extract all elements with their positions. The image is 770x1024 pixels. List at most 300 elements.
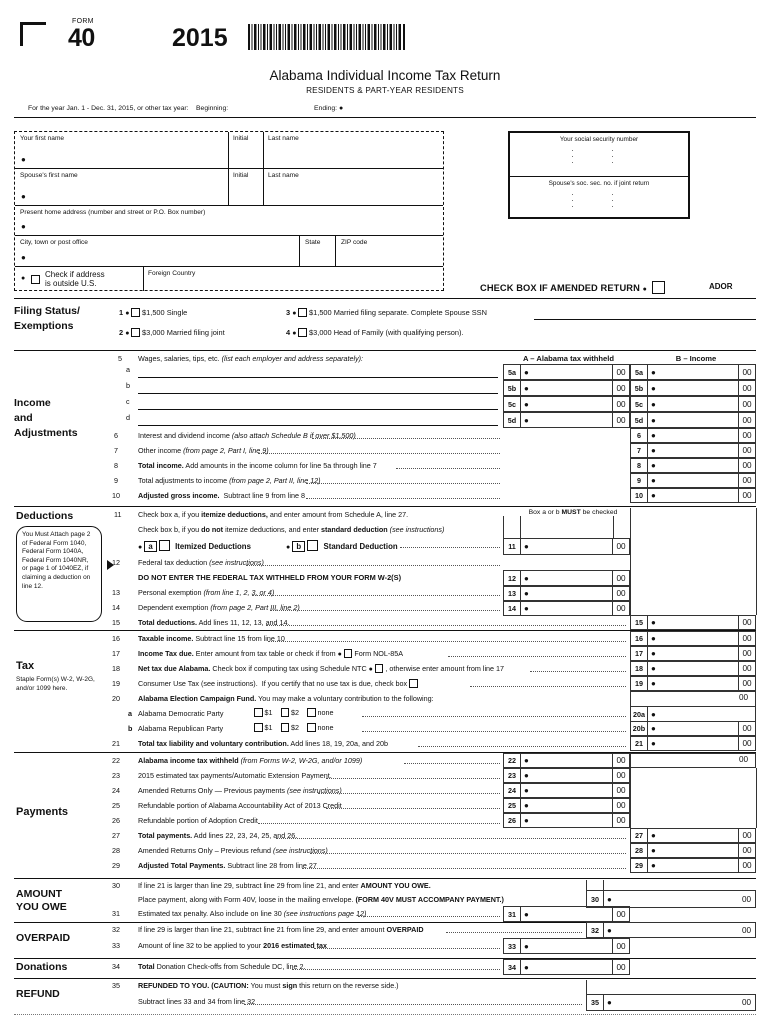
leader-dots — [314, 948, 500, 949]
line-5d-amount-b[interactable]: 5d ● 00 — [630, 412, 756, 428]
line-20a-value[interactable]: ● — [651, 709, 656, 719]
divider — [263, 132, 264, 168]
line-20a-text: Alabama Democratic Party — [138, 709, 224, 718]
republican-1-label: $1 — [264, 723, 273, 732]
democratic-none-checkbox[interactable] — [307, 708, 316, 717]
line-30-text-2: Place payment, along with Form 40V, loose in the mailing envelope. (FORM 40V MUST ACCOMPANY PAYMENT.) — [138, 895, 504, 904]
line-8-num: 8 — [114, 461, 118, 470]
line-33-text: Amount of line 32 to be applied to your 2016 estimated tax — [138, 941, 328, 950]
ending-field-dot: ● — [338, 105, 344, 112]
tax-staple-note: Staple Form(s) W-2, W-2G, and/or 1099 here. — [16, 676, 95, 692]
line-14-num: 14 — [112, 603, 120, 612]
line-20a-letter: a — [128, 709, 132, 718]
line-9-amount[interactable]: 9 ● 00 — [630, 473, 756, 488]
section-divider — [14, 506, 756, 507]
line-28-amount[interactable]: 28 ● 00 — [630, 843, 756, 858]
line-16-text: Taxable income. Subtract line 15 from line 10 — [138, 634, 285, 643]
line-18-after-label: , otherwise enter amount from line 17 — [385, 664, 505, 673]
leader-dots — [446, 932, 582, 933]
tax-year: 2015 — [172, 24, 228, 52]
line-26-value[interactable]: ● — [524, 816, 529, 825]
line-5c-amount-a[interactable]: 5c ● 00 — [503, 396, 630, 412]
deductions-attachment-note: You Must Attach page 2 of Federal Form 1040, Federal Form 1040A, Federal Form 1040NR, or page 1 of 1040EZ, if claiming a deduction on line 12. — [16, 526, 102, 622]
line-24-num: 24 — [112, 786, 120, 795]
line-8-amount[interactable]: 8 ● 00 — [630, 458, 756, 473]
overpaid-heading: OVERPAID — [16, 932, 71, 944]
filing-status-section — [14, 300, 756, 348]
line-13-text: Personal exemption (from line 1, 2, 3, or 4) — [138, 588, 275, 597]
home-address-input[interactable]: ● — [21, 222, 26, 231]
ntc-dot: ● — [368, 666, 373, 673]
leader-dots — [246, 565, 500, 566]
line-5c-letter: c — [126, 397, 130, 406]
line-6-label: Interest and dividend income (also attach Schedule B if over $1,500) — [138, 431, 356, 440]
line-18-text: Net tax due Alabama. Check box if computing tax using Schedule NTC ● , otherwise enter amount from line 17 — [138, 664, 505, 673]
line-24-amount[interactable]: 24 ● 00 — [503, 783, 630, 798]
form-barcode — [248, 24, 406, 50]
your-first-name-label: Your first name — [20, 135, 65, 142]
outside-us-dot: ● — [21, 275, 26, 282]
home-address-label: Present home address (number and street or P.O. Box number) — [20, 209, 206, 216]
column-divider — [756, 768, 757, 828]
line-20b-letter: b — [128, 724, 133, 733]
line-5a-letter: a — [126, 365, 130, 374]
line-15-num: 15 — [112, 618, 120, 627]
line-22-num: 22 — [112, 756, 120, 765]
line-31-value[interactable]: ● — [524, 909, 529, 919]
line-35-text-1: REFUNDED TO YOU. (CAUTION: You must sign this return on the reverse side.) — [138, 981, 399, 990]
column-b-header: B – Income — [675, 354, 717, 363]
line-5b-amount-a[interactable]: 5b ● 00 — [503, 380, 630, 396]
column-divider — [613, 516, 614, 538]
line-24-text: Amended Returns Only — Previous payments (see instructions) — [138, 786, 342, 795]
line-23-value[interactable]: ● — [524, 771, 529, 780]
line-33-value[interactable]: ● — [524, 941, 529, 951]
line-5b-value-a[interactable]: ● — [524, 383, 529, 393]
filing-status-option-2-num: 2 — [119, 328, 124, 337]
leader-dots — [530, 671, 626, 672]
line-10-amount[interactable]: 10 ● 00 — [630, 488, 756, 503]
line-10-num: 10 — [112, 491, 120, 500]
line-20a-amount[interactable]: 20a ● — [630, 706, 756, 721]
form-word-label: FORM — [72, 18, 94, 25]
line-5d-write-line[interactable] — [138, 425, 498, 426]
section-divider — [14, 350, 756, 351]
line-16-value[interactable]: ● — [651, 634, 656, 643]
line-8-value[interactable]: ● — [651, 461, 656, 470]
line-5d-value-b[interactable]: ● — [651, 415, 656, 425]
line-16-amount[interactable]: 16 ● 00 — [630, 631, 756, 646]
line-28-value[interactable]: ● — [651, 846, 656, 855]
filing-status-option-3-num: 3 — [286, 308, 291, 317]
itemized-deductions-label: Itemized Deductions — [175, 542, 251, 551]
line-9-num: 9 — [114, 476, 118, 485]
line-21-num: 21 — [112, 739, 120, 748]
column-divider — [603, 880, 604, 890]
leader-dots — [358, 916, 500, 917]
line-5b-amount-b[interactable]: 5b ● 00 — [630, 380, 756, 396]
spouse-first-name-label: Spouse's first name — [20, 172, 78, 179]
page-subtitle: RESIDENTS & PART-YEAR RESIDENTS — [306, 86, 464, 95]
line-11-amount[interactable]: 11 ● 00 — [503, 538, 630, 555]
line-5b-value-b[interactable]: ● — [651, 383, 656, 393]
line-35-value[interactable]: ● — [607, 998, 612, 1007]
line-17-text: Income Tax due. Enter amount from tax table or check if from ● Form NOL-85A — [138, 649, 404, 658]
line-33-num: 33 — [112, 941, 120, 950]
filing-status-label-3: $1,500 Married filing separate. Complete Spouse SSN — [309, 308, 487, 317]
line-5c-amount-b[interactable]: 5c ● 00 — [630, 396, 756, 412]
standard-deduction-checkbox[interactable] — [307, 540, 318, 551]
line-13-num: 13 — [112, 588, 120, 597]
line-20b-value[interactable]: ● — [651, 724, 656, 733]
tax-year-row — [14, 102, 756, 118]
line-14-value[interactable]: ● — [524, 604, 529, 613]
line-25-value[interactable]: ● — [524, 801, 529, 810]
line-26-amount[interactable]: 26 ● 00 — [503, 813, 630, 828]
line-34-text: Total Donation Check-offs from Schedule DC, line 2. — [138, 962, 306, 971]
page-title: Alabama Individual Income Tax Return — [269, 68, 501, 83]
republican-none-checkbox[interactable] — [307, 723, 316, 732]
line-24-value[interactable]: ● — [524, 786, 529, 795]
line-27-amount[interactable]: 27 ● 00 — [630, 828, 756, 843]
line-17-amount[interactable]: 17 ● 00 — [630, 646, 756, 661]
line-20-cents: 00 — [739, 693, 749, 702]
line-29-num: 29 — [112, 861, 120, 870]
line-15-text: Total deductions. Add lines 11, 12, 13, and 14. — [138, 618, 290, 627]
your-ssn-field[interactable] — [510, 133, 688, 177]
line-27-value[interactable]: ● — [651, 831, 656, 840]
line-20-num: 20 — [112, 694, 120, 703]
tax-year-label: For the year Jan. 1 - Dec. 31, 2015, or other tax year: — [28, 105, 189, 112]
column-divider — [630, 516, 631, 538]
line-29-amount[interactable]: 29 ● 00 — [630, 858, 756, 873]
option-b-letter: b — [292, 541, 305, 552]
line-12-warning: DO NOT ENTER THE FEDERAL TAX WITHHELD FROM YOUR FORM W-2(S) — [138, 573, 402, 582]
leader-dots — [268, 641, 626, 642]
line-6-value[interactable]: ● — [651, 431, 656, 440]
line-5c-write-line[interactable] — [138, 409, 498, 410]
ssn-box — [508, 131, 690, 219]
line-15-value[interactable]: ● — [651, 618, 656, 627]
line-35-amount[interactable]: 35 ● 00 — [586, 994, 756, 1011]
line-35-text-2: Subtract lines 33 and 34 from line 32 — [138, 997, 256, 1006]
filing-status-checkbox-3[interactable] — [298, 308, 307, 317]
city-input[interactable]: ● — [21, 253, 26, 262]
line-5a-value-a[interactable]: ● — [524, 367, 529, 377]
income-heading-1: Income — [14, 397, 51, 409]
line-29-text: Adjusted Total Payments. Subtract line 28 from line 27 — [138, 861, 317, 870]
amount-owe-heading-1: AMOUNT — [16, 888, 63, 900]
line-30-value[interactable]: ● — [607, 894, 612, 904]
filing-status-option-4-num: 4 — [286, 328, 291, 337]
line-5c-value-b[interactable]: ● — [651, 399, 656, 409]
line-21-text: Total tax liability and voluntary contribution. Add lines 18, 19, 20a, and 20b — [138, 739, 388, 748]
spouse-first-name-input[interactable]: ● — [21, 192, 26, 201]
line-31-num: 31 — [112, 909, 120, 918]
line-7-value[interactable]: ● — [651, 446, 656, 455]
line-17-nol-label: Form NOL-85A — [354, 649, 404, 658]
line-14-amount[interactable]: 14 ● 00 — [503, 601, 630, 616]
democratic-1-checkbox[interactable] — [254, 708, 263, 717]
outside-us-label-1: Check if address — [45, 270, 105, 279]
leader-dots — [276, 838, 626, 839]
leader-dots — [306, 498, 500, 499]
option-a-letter: a — [144, 541, 156, 552]
ador-label: ADOR — [709, 282, 733, 291]
filing-status-option-2[interactable] — [119, 328, 225, 337]
line-26-text: Refundable portion of Adoption Credit — [138, 816, 258, 825]
republican-1-checkbox[interactable] — [254, 723, 263, 732]
column-divider — [586, 980, 587, 994]
column-divider — [503, 516, 504, 538]
line-11-num: 11 — [114, 510, 122, 519]
line-7-label: Other income (from page 2, Part I, line 9) — [138, 446, 269, 455]
line-31-text: Estimated tax penalty. Also include on line 30 (see instructions page 12) — [138, 909, 367, 918]
line-30-amount[interactable]: 30 ● 00 — [586, 890, 756, 908]
refund-section — [14, 980, 756, 1014]
donations-section — [14, 960, 756, 978]
line-28-num: 28 — [112, 846, 120, 855]
option-dot: ● — [292, 330, 297, 337]
itemized-deductions-checkbox[interactable] — [159, 540, 170, 551]
line-5-num: 5 — [118, 354, 122, 363]
amount-owe-heading-2: YOU OWE — [16, 901, 67, 913]
leader-dots — [306, 483, 500, 484]
column-divider — [756, 508, 757, 615]
line-5a-amount-a[interactable]: 5a ● 00 — [503, 364, 630, 380]
line-5b-letter: b — [126, 381, 130, 390]
leader-dots — [326, 808, 500, 809]
line-12-num: 12 — [112, 558, 120, 567]
line-17-num: 17 — [112, 649, 120, 658]
leader-dots — [252, 595, 500, 596]
section-divider — [14, 298, 756, 299]
line-5c-value-a[interactable]: ● — [524, 399, 529, 409]
line-7-amount[interactable]: 7 ● 00 — [630, 443, 756, 458]
leader-dots — [302, 868, 626, 869]
line-5d-value-a[interactable]: ● — [524, 415, 529, 425]
leader-dots — [326, 778, 500, 779]
schedule-ntc-checkbox[interactable] — [375, 664, 384, 673]
filing-status-option-1-num: 1 — [119, 308, 124, 317]
line-34-num: 34 — [112, 962, 120, 971]
line-11-text-1: Check box a, if you itemize deductions, and enter amount from Schedule A, line 27. — [138, 510, 409, 519]
line-31-amount[interactable]: 31 ● 00 — [503, 906, 630, 922]
standard-deduction-option[interactable] — [286, 540, 398, 552]
line-10-value[interactable]: ● — [651, 491, 656, 500]
filing-status-option-1[interactable] — [119, 308, 187, 317]
option-dot: ● — [125, 330, 130, 337]
amended-return-row — [480, 281, 671, 294]
filing-status-checkbox-2[interactable] — [131, 328, 140, 337]
republican-2-checkbox[interactable] — [281, 723, 290, 732]
line-19-amount[interactable]: 19 ● 00 — [630, 676, 756, 691]
line-6-amount[interactable]: 6 ● 00 — [630, 428, 756, 443]
line-20b-amount[interactable]: 20b ● 00 — [630, 721, 756, 736]
line-14-text: Dependent exemption (from page 2, Part III, line 2) — [138, 603, 300, 612]
ssn-separator-dots — [510, 191, 688, 217]
line-18-num: 18 — [112, 664, 120, 673]
leader-dots — [258, 823, 500, 824]
deductions-heading: Deductions — [16, 510, 74, 522]
filing-status-option-4[interactable] — [286, 328, 464, 337]
filing-status-option-3[interactable] — [286, 308, 487, 317]
option-dot: ● — [138, 544, 143, 551]
line-21-value[interactable]: ● — [651, 739, 656, 748]
line-27-text: Total payments. Add lines 22, 23, 24, 25, and 26. — [138, 831, 298, 840]
republican-none-label: none — [317, 723, 334, 732]
line-20a-options[interactable] — [254, 708, 334, 717]
line-32-amount[interactable]: 32 ● 00 — [586, 922, 756, 938]
line-6-num: 6 — [114, 431, 118, 440]
box-must-check-note: Box a or b MUST be checked — [528, 509, 618, 516]
line-13-value[interactable]: ● — [524, 589, 529, 598]
line-23-amount[interactable]: 23 ● 00 — [503, 768, 630, 783]
amended-return-dot: ● — [642, 286, 647, 293]
option-dot: ● — [292, 310, 297, 317]
your-first-name-input[interactable]: ● — [21, 155, 26, 164]
line-20b-text: Alabama Republican Party — [138, 724, 224, 733]
line-22-right-cents: 00 — [739, 755, 749, 764]
line-23-text: 2015 estimated tax payments/Automatic Extension Payment. — [138, 771, 332, 780]
itemized-deductions-option[interactable] — [138, 540, 251, 552]
refund-heading: REFUND — [16, 988, 60, 1000]
deductions-section — [14, 508, 756, 626]
form-nol-85a-checkbox[interactable] — [344, 649, 353, 658]
option-dot: ● — [125, 310, 130, 317]
standard-deduction-label: Standard Deduction — [323, 542, 398, 551]
line-20b-options[interactable] — [254, 723, 334, 732]
filing-status-heading-1: Filing Status/ — [14, 305, 80, 317]
leader-dots — [448, 656, 626, 657]
nol-dot: ● — [337, 651, 342, 658]
leader-dots — [244, 1004, 582, 1005]
payments-heading: Payments — [16, 806, 68, 818]
column-divider — [586, 880, 587, 890]
line-32-value[interactable]: ● — [607, 925, 612, 935]
zip-label: ZIP code — [341, 239, 368, 246]
line-5b-write-line[interactable] — [138, 393, 498, 394]
line-23-num: 23 — [112, 771, 120, 780]
consumer-use-tax-checkbox[interactable] — [409, 679, 418, 688]
line-21-amount[interactable]: 21 ● 00 — [630, 736, 756, 751]
line-27-num: 27 — [112, 831, 120, 840]
line-34-value[interactable]: ● — [524, 962, 529, 972]
divider — [228, 132, 229, 168]
filing-status-label-4: $3,000 Head of Family (with qualifying person). — [309, 328, 464, 337]
tax-heading: Tax — [16, 660, 35, 672]
leader-dots — [362, 731, 626, 732]
line-25-amount[interactable]: 25 ● 00 — [503, 798, 630, 813]
line-33-amount[interactable]: 33 ● 00 — [503, 938, 630, 954]
line-12-text: Federal tax deduction (see instructions) — [138, 558, 264, 567]
last-name-label: Last name — [268, 135, 299, 142]
filing-status-label-2: $3,000 Married filing joint — [142, 328, 225, 337]
amended-return-checkbox[interactable] — [652, 281, 665, 294]
filing-status-checkbox-4[interactable] — [298, 328, 307, 337]
line-9-value[interactable]: ● — [651, 476, 656, 485]
line-34-amount[interactable]: 34 ● 00 — [503, 959, 630, 975]
line-32-text: If line 29 is larger than line 21, subtract line 21 from line 29, and enter amount OVERPAID — [138, 925, 424, 934]
ssn-separator-dots — [510, 147, 688, 173]
filing-status-checkbox-1[interactable] — [131, 308, 140, 317]
leader-dots — [418, 746, 626, 747]
line-18-amount[interactable]: 18 ● 00 — [630, 661, 756, 676]
leader-dots — [396, 468, 500, 469]
spouse-ssn-field[interactable] — [510, 177, 688, 221]
line-12-value[interactable]: ● — [524, 573, 529, 583]
line-30-num: 30 — [112, 881, 120, 890]
amount-you-owe-section — [14, 880, 756, 920]
line-20-blank-cell — [630, 691, 756, 706]
line-11-value[interactable]: ● — [524, 542, 529, 551]
line-30-text-1: If line 21 is larger than line 29, subtract line 29 from line 21, and enter AMOUNT YOU OWE. — [138, 881, 431, 890]
filing-status-label-1: $1,500 Single — [142, 308, 188, 317]
leader-dots — [312, 438, 500, 439]
taxpayer-name-block — [14, 131, 444, 291]
leader-dots — [292, 969, 500, 970]
line-13-amount[interactable]: 13 ● 00 — [503, 586, 630, 601]
line-5d-letter: d — [126, 413, 130, 422]
spouse-last-name-label: Last name — [268, 172, 299, 179]
line-5a-value-b[interactable]: ● — [651, 367, 656, 377]
democratic-2-checkbox[interactable] — [281, 708, 290, 717]
form-bottom-divider — [14, 1014, 756, 1015]
leader-dots — [400, 547, 500, 548]
line-10-label: Adjusted gross income. Subtract line 9 from line 8 — [138, 491, 305, 500]
outside-us-checkbox[interactable] — [31, 275, 40, 284]
line-12-amount[interactable]: 12 ● 00 — [503, 570, 630, 586]
spouse-ssn-write-line[interactable] — [534, 319, 756, 320]
line-22-amount[interactable]: 22 ● 00 — [503, 753, 630, 768]
leader-dots — [258, 453, 500, 454]
line-22-value[interactable]: ● — [524, 756, 529, 765]
republican-2-label: $2 — [291, 723, 299, 732]
section-divider — [14, 878, 756, 879]
spouse-ssn-label: Spouse's soc. sec. no. if joint return — [548, 180, 650, 187]
amended-return-label: CHECK BOX IF AMENDED RETURN — [480, 283, 640, 293]
leader-dots — [266, 625, 626, 626]
line-29-value[interactable]: ● — [651, 861, 656, 870]
democratic-2-label: $2 — [291, 708, 299, 717]
line-18-value[interactable]: ● — [651, 664, 656, 673]
outside-us-label-2: is outside U.S. — [45, 279, 97, 288]
option-dot: ● — [286, 544, 291, 551]
line-15-amount[interactable]: 15 ● 00 — [630, 615, 756, 630]
filing-status-heading-2: Exemptions — [14, 320, 74, 332]
column-a-header: A – Alabama tax withheld — [522, 354, 614, 363]
outside-us-row — [15, 267, 443, 291]
line-19-text: Consumer Use Tax (see instructions). If you certify that no use tax is due, check box — [138, 679, 418, 688]
line-26-num: 26 — [112, 816, 120, 825]
line-25-text: Refundable portion of Alabama Accountability Act of 2013 Credit — [138, 801, 342, 810]
city-row — [15, 236, 443, 267]
line-9-label: Total adjustments to income (from page 2, Part II, line 12) — [138, 476, 321, 485]
line-5-label: Wages, salaries, tips, etc. (list each employer and address separately): — [138, 354, 364, 363]
line-5a-amount-b[interactable]: 5a ● 00 — [630, 364, 756, 380]
line-28-text: Amended Returns Only – Previous refund (see instructions) — [138, 846, 328, 855]
line-5a-write-line[interactable] — [138, 377, 498, 378]
donations-heading: Donations — [16, 961, 68, 973]
line-17-value[interactable]: ● — [651, 649, 656, 658]
form-header — [14, 0, 756, 72]
leader-dots — [310, 853, 626, 854]
line-5d-amount-a[interactable]: 5d ● 00 — [503, 412, 630, 428]
leader-dots — [318, 793, 500, 794]
line-19-value[interactable]: ● — [651, 679, 656, 688]
line-19-num: 19 — [112, 679, 120, 688]
ending-label: Ending: ● — [314, 105, 344, 112]
